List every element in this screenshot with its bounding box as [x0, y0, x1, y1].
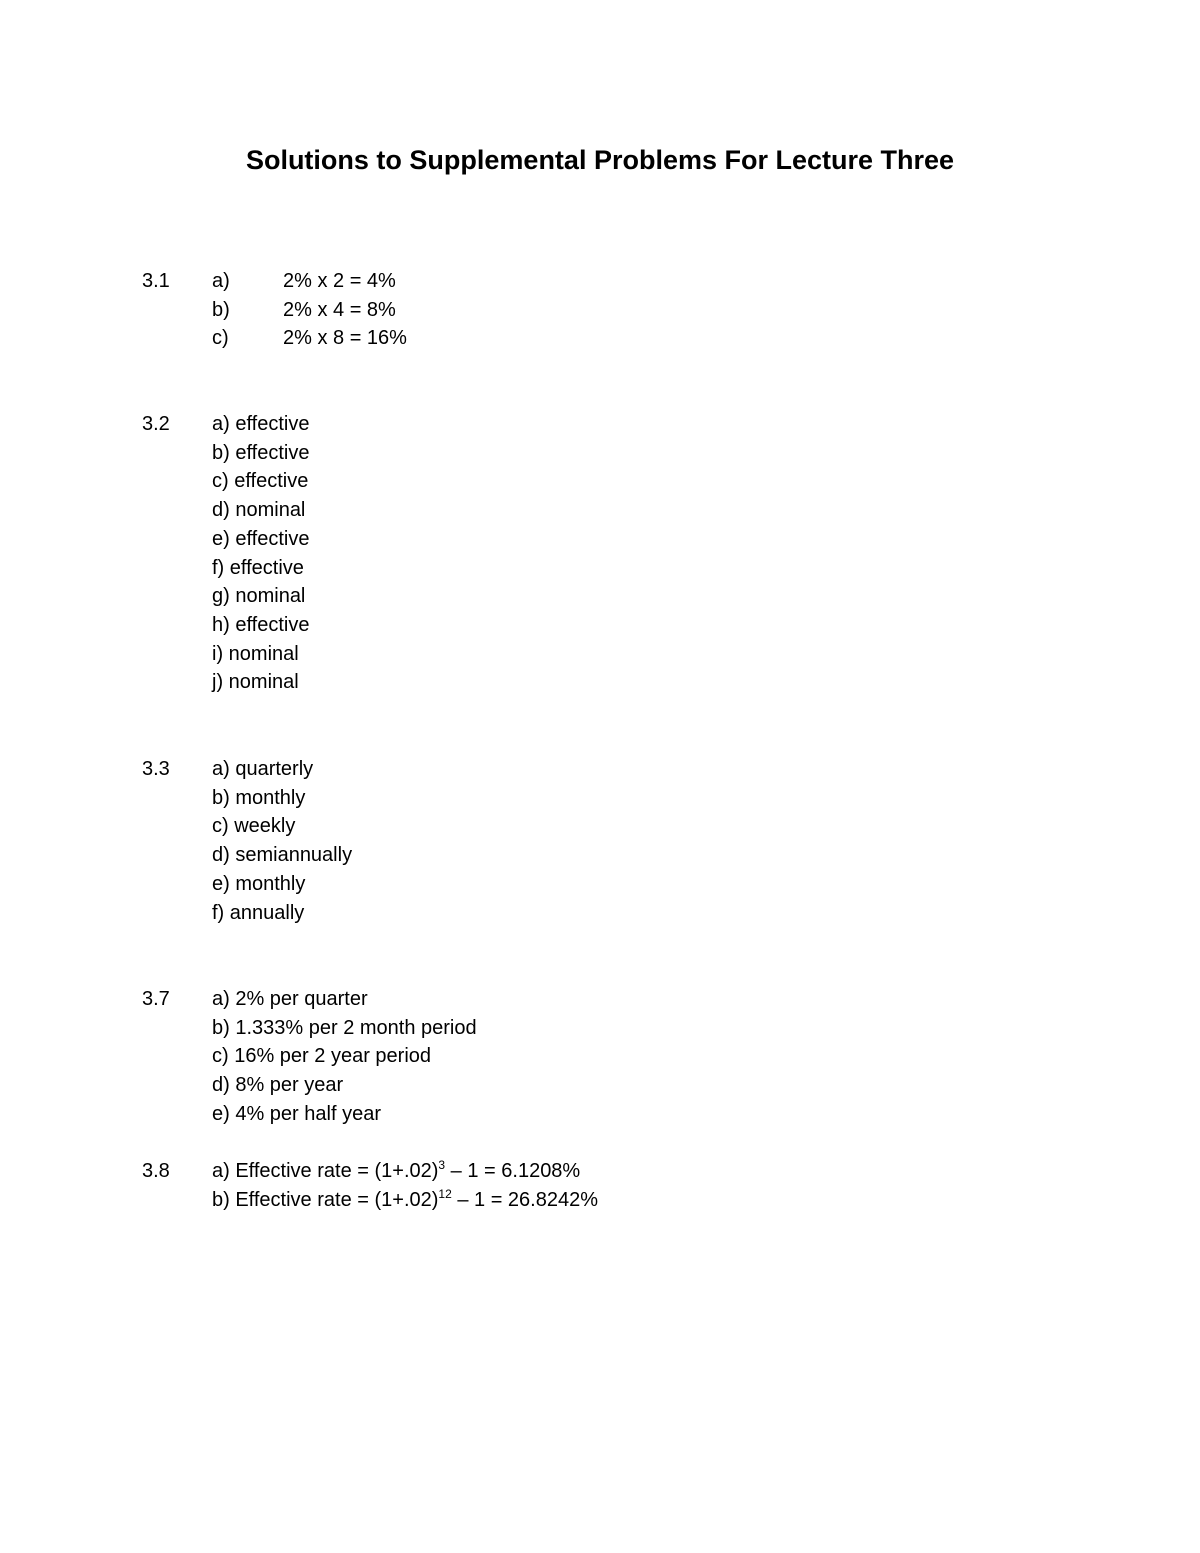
answer-item: b) effective	[212, 441, 310, 464]
problem-number: 3.1	[142, 270, 170, 292]
answer-label: c)	[212, 327, 229, 350]
problem-number: 3.8	[142, 1160, 170, 1182]
answer-list	[212, 755, 352, 927]
formula-result: – 1 = 26.8242%	[451, 1188, 599, 1211]
answer-list	[212, 985, 477, 1129]
answer-item: a) quarterly	[212, 758, 314, 780]
answer-item	[212, 1186, 598, 1215]
answer-item: e) monthly	[212, 872, 306, 895]
answer-label: a)	[212, 270, 230, 292]
formula-exponent: 12	[438, 1186, 452, 1201]
answer-text: 2% x 8 = 16%	[283, 327, 407, 350]
answer-item	[212, 267, 407, 296]
answer-item	[212, 1157, 598, 1186]
answer-item	[212, 296, 407, 325]
answer-list	[212, 1157, 598, 1214]
answer-item: e) 4% per half year	[212, 1102, 381, 1125]
answer-item: b) monthly	[212, 786, 306, 809]
answer-item: a) effective	[212, 413, 310, 435]
answer-item: j) nominal	[212, 671, 299, 694]
problem-number: 3.3	[142, 758, 170, 780]
answer-label: b)	[212, 298, 230, 321]
answer-list	[212, 267, 407, 353]
page-title: Solutions to Supplemental Problems For Lecture Three	[245, 145, 955, 175]
answer-item: c) weekly	[212, 815, 296, 838]
answer-item: i) nominal	[212, 642, 299, 665]
answer-item: h) effective	[212, 613, 310, 636]
formula-base: b) Effective rate = (1+.02)	[212, 1188, 439, 1211]
problem-number: 3.2	[142, 413, 170, 435]
answer-item: d) 8% per year	[212, 1074, 344, 1097]
formula-base: a) Effective rate = (1+.02)	[212, 1160, 439, 1182]
answer-item: f) effective	[212, 556, 304, 579]
answer-item: d) nominal	[212, 499, 306, 522]
answer-text: 2% x 2 = 4%	[283, 270, 396, 292]
answer-item	[212, 324, 407, 353]
answer-item: f) annually	[212, 901, 305, 924]
formula-exponent: 3	[438, 1158, 446, 1172]
answer-item: e) effective	[212, 527, 310, 550]
answer-item: c) effective	[212, 470, 309, 493]
answer-item: d) semiannually	[212, 844, 353, 867]
answer-text: 2% x 4 = 8%	[283, 298, 396, 321]
answer-item: c) 16% per 2 year period	[212, 1045, 432, 1068]
answer-item: a) 2% per quarter	[212, 988, 368, 1010]
formula-result: – 1 = 6.1208%	[445, 1160, 581, 1182]
problem-number: 3.7	[142, 988, 170, 1010]
answer-list	[212, 410, 309, 697]
answer-item: b) 1.333% per 2 month period	[212, 1016, 477, 1039]
answer-item: g) nominal	[212, 585, 306, 608]
